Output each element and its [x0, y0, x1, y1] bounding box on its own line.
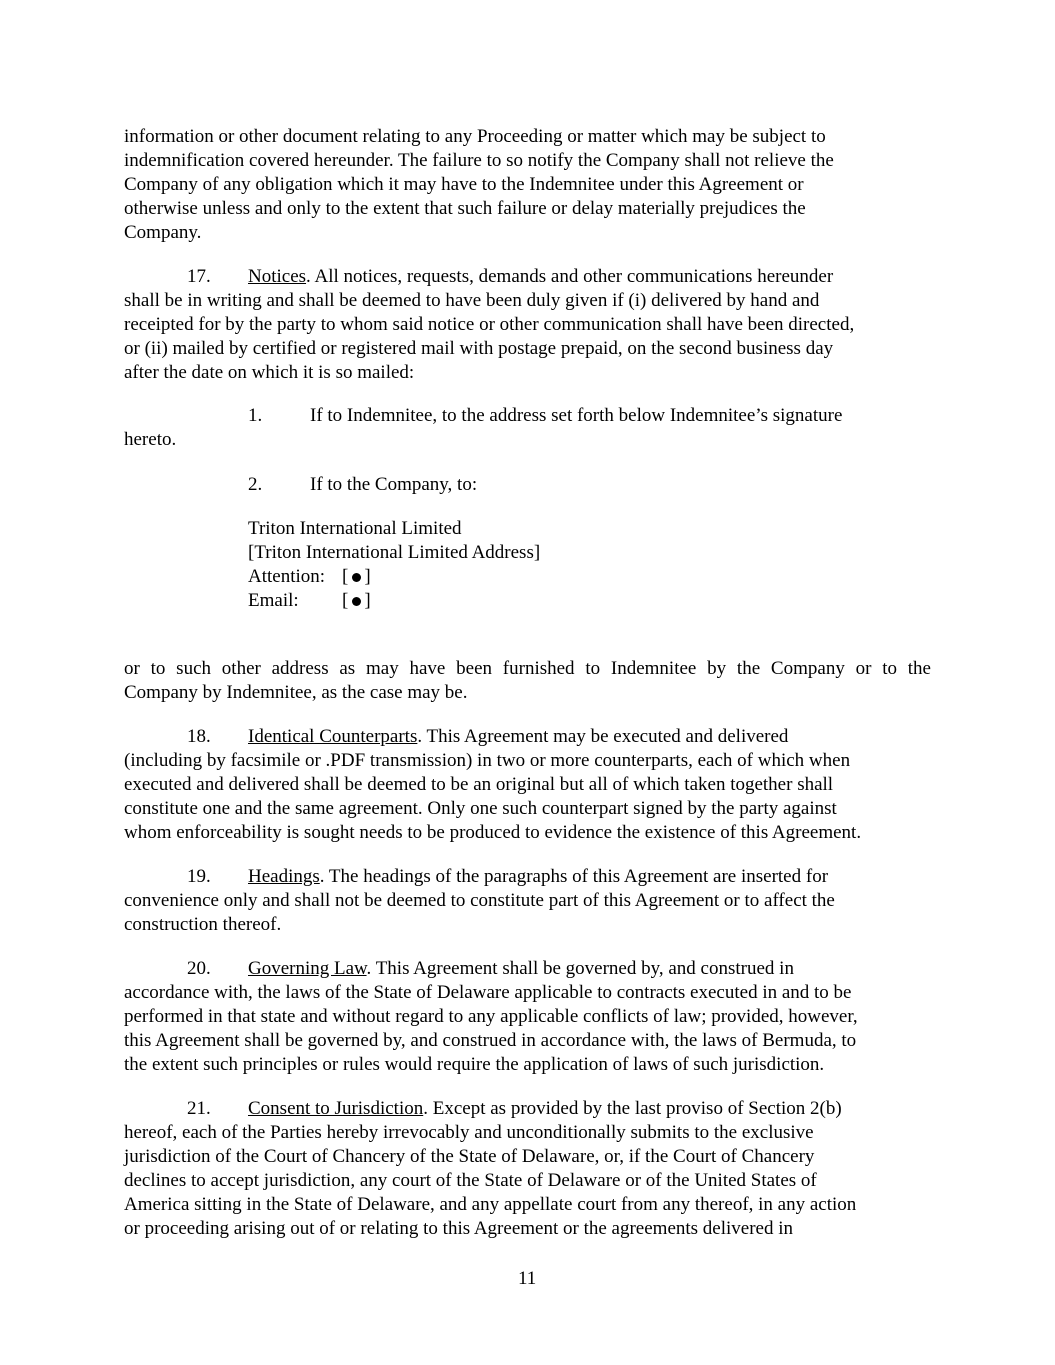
section-17-first-rest: . All notices, requests, demands and other communications hereunder: [306, 266, 834, 287]
section-20-first-line: [248, 957, 794, 981]
section-20-number: 20.: [187, 958, 211, 979]
section-18-line: constitute one and the same agreement. Only one such counterpart signed by the party against: [124, 798, 837, 819]
section-17-first-line: [248, 265, 833, 289]
section-17-line: receipted for by the party to whom said notice or other communication shall have been directed,: [124, 314, 855, 335]
notices-closing-line-1: or to such other address as may have been furnished to Indemnitee by the Company or to the: [124, 658, 931, 679]
section-17-line: after the date on which it is so mailed:: [124, 362, 415, 383]
bullet-placeholder-icon: [352, 597, 361, 606]
section-21-line: jurisdiction of the Court of Chancery of the State of Delaware, or, if the Court of Chancery: [124, 1146, 815, 1167]
intro-line-2: indemnification covered hereunder. The failure to so notify the Company shall not relieve the: [124, 150, 834, 171]
section-18-line: executed and delivered shall be deemed to be an original but all of which taken together shall: [124, 774, 834, 795]
section-17-heading: Notices: [248, 266, 307, 287]
item-1-text: If to Indemnitee, to the address set forth below Indemnitee’s signature: [310, 405, 843, 426]
section-21-first-line: [248, 1097, 842, 1121]
intro-line-4: otherwise unless and only to the extent that such failure or delay materially prejudices the: [124, 198, 806, 219]
section-21-heading: Consent to Jurisdiction: [248, 1098, 424, 1119]
intro-line-5: Company.: [124, 222, 202, 243]
email-placeholder: [ ]: [342, 590, 371, 611]
section-19-number: 19.: [187, 866, 211, 887]
page-number: 11: [518, 1268, 537, 1289]
section-20-line: the extent such principles or rules would require the application of laws of such jurisdiction.: [124, 1054, 825, 1075]
section-20-heading: Governing Law: [248, 958, 367, 979]
section-21-number: 21.: [187, 1098, 211, 1119]
section-17-line: shall be in writing and shall be deemed to have been duly given if (i) delivered by hand and: [124, 290, 820, 311]
section-21-line: declines to accept jurisdiction, any court of the State of Delaware or of the United States of: [124, 1170, 817, 1191]
attention-placeholder: [ ]: [342, 566, 371, 587]
section-19-line: convenience only and shall not be deemed to constitute part of this Agreement or to affect the: [124, 890, 835, 911]
intro-line-1: information or other document relating to any Proceeding or matter which may be subject to: [124, 126, 826, 147]
section-19-first-rest: . The headings of the paragraphs of this Agreement are inserted for: [319, 866, 829, 887]
section-20-line: accordance with, the laws of the State of Delaware applicable to contracts executed in and to be: [124, 982, 852, 1003]
email-label: Email:: [248, 590, 299, 611]
section-18-line: (including by facsimile or .PDF transmission) in two or more counterparts, each of which when: [124, 750, 851, 771]
item-1-continuation: hereto.: [124, 429, 177, 450]
attention-label: Attention:: [248, 566, 326, 587]
section-20-first-rest: . This Agreement shall be governed by, and construed in: [366, 958, 794, 979]
section-18-first-rest: . This Agreement may be executed and delivered: [417, 726, 789, 747]
item-1-number: 1.: [248, 405, 263, 426]
intro-line-3: Company of any obligation which it may have to the Indemnitee under this Agreement or: [124, 174, 804, 195]
section-20-line: this Agreement shall be governed by, and construed in accordance with, the laws of Bermuda, to: [124, 1030, 857, 1051]
email-line: [248, 589, 299, 613]
address-placeholder: [Triton International Limited Address]: [248, 542, 541, 563]
section-17-line: or (ii) mailed by certified or registered mail with postage prepaid, on the second business day: [124, 338, 834, 359]
section-21-first-rest: . Except as provided by the last proviso of Section 2(b): [423, 1098, 842, 1119]
section-21-line: or proceeding arising out of or relating to this Agreement or the agreements delivered in: [124, 1218, 794, 1239]
section-21-line: America sitting in the State of Delaware, and any appellate court from any thereof, in any action: [124, 1194, 857, 1215]
section-18-first-line: [248, 725, 788, 749]
section-21-line: hereof, each of the Parties hereby irrevocably and unconditionally submits to the exclusive: [124, 1122, 814, 1143]
section-18-heading: Identical Counterparts: [248, 726, 418, 747]
item-2-text: If to the Company, to:: [310, 474, 478, 495]
section-19-line: construction thereof.: [124, 914, 282, 935]
section-18-line: whom enforceability is sought needs to be produced to evidence the existence of this Agreement.: [124, 822, 862, 843]
notices-closing-line-2: Company by Indemnitee, as the case may be.: [124, 682, 468, 703]
section-19-heading: Headings: [248, 866, 320, 887]
section-17-number: 17.: [187, 266, 211, 287]
item-2-number: 2.: [248, 474, 263, 495]
address-company-name: Triton International Limited: [248, 518, 462, 539]
section-20-line: performed in that state and without regard to any applicable conflicts of law; provided, however,: [124, 1006, 858, 1027]
bullet-placeholder-icon: [352, 573, 361, 582]
section-19-first-line: [248, 865, 828, 889]
attention-line: [248, 565, 325, 589]
section-18-number: 18.: [187, 726, 211, 747]
